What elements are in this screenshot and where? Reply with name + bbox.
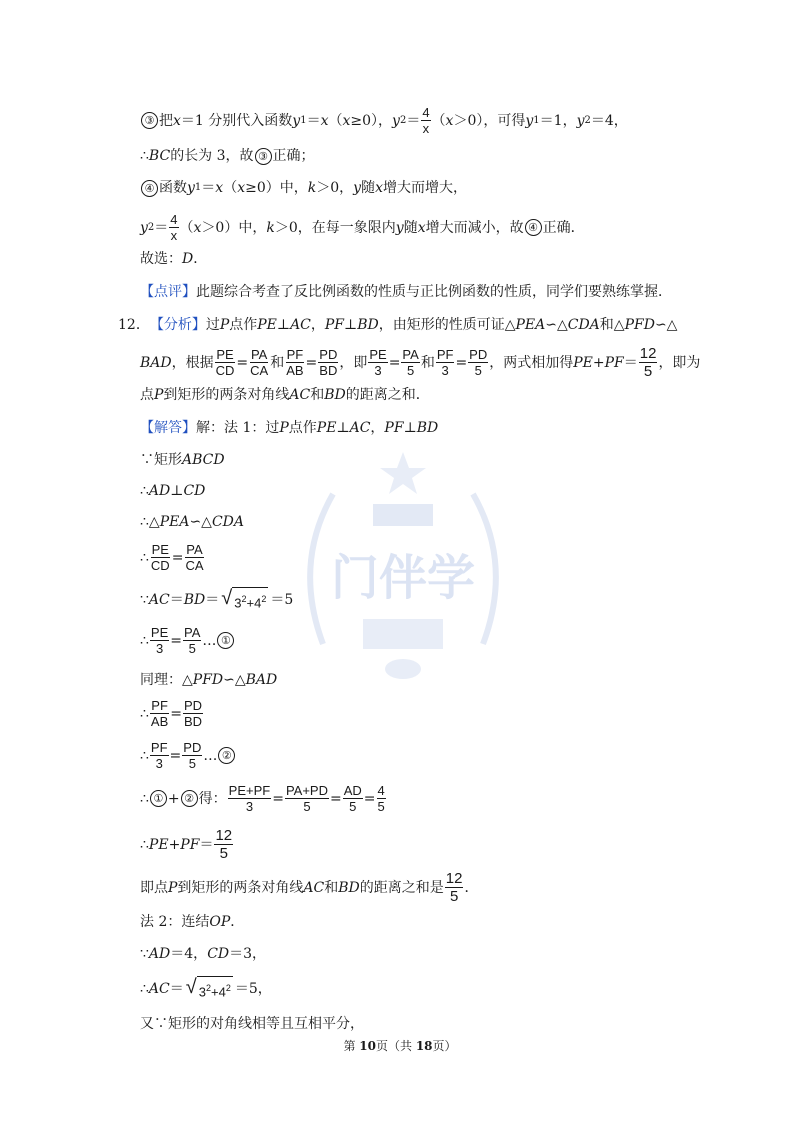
question-number: 12． (118, 317, 150, 333)
text: 到矩形的两条对角线 (177, 879, 304, 896)
watermark-emblem (283, 444, 523, 694)
text: 和 (310, 387, 325, 403)
var-x: x (237, 180, 246, 196)
text: ＝ (199, 836, 214, 853)
circled-1: ① (150, 790, 167, 807)
var: BD (357, 317, 379, 333)
fraction: $\frac{PA}{5}$ (402, 347, 419, 378)
var: BAD (140, 354, 172, 371)
text: ＞0）中， (201, 219, 267, 236)
line-15 (140, 587, 293, 612)
subscript: 1 (194, 182, 202, 193)
fraction: $\frac{PA+PD}{5}$ (285, 783, 328, 814)
var-y: y (353, 180, 362, 196)
fraction: $\frac{PA}{5}$ (184, 625, 201, 656)
equals: = (329, 790, 342, 807)
var: CD (183, 483, 206, 499)
var-y: y (292, 112, 301, 129)
fraction: $\frac{4}{x}$ (422, 105, 430, 136)
fraction: $\frac{4}{5}$ (377, 783, 385, 814)
text: … (203, 747, 218, 764)
subscript: 1 (533, 114, 540, 126)
var: BD (416, 420, 439, 436)
text: 点作 (288, 420, 317, 436)
var-x: x (320, 112, 329, 129)
var: PE (573, 354, 593, 371)
text: 随 (403, 219, 418, 236)
text: ． (230, 914, 245, 930)
text: （ (223, 180, 238, 196)
fraction: $\frac{12}{5}$ (445, 870, 463, 905)
fraction: $\frac{PA}{CA}$ (185, 542, 204, 573)
equals: = (171, 549, 184, 566)
subscript: 2 (147, 221, 155, 233)
var-y: y (140, 219, 148, 236)
text: 解：法 1：过 (196, 420, 280, 436)
fraction: $\frac{12}{5}$ (639, 345, 657, 380)
var: P (168, 879, 178, 896)
var: PFD (192, 672, 224, 688)
text: ＝5， (234, 980, 272, 997)
line-3 (140, 179, 467, 197)
var: PFD (624, 317, 655, 333)
text: ∵ (140, 946, 149, 962)
text: ∵矩形 (140, 452, 182, 468)
var: PEA (159, 514, 190, 530)
fraction: $\frac{PE+PF}{3}$ (228, 783, 271, 814)
text: 把 (159, 112, 173, 129)
line-22 (140, 870, 478, 905)
text: ， (310, 317, 325, 333)
var: P (279, 420, 289, 436)
line-5 (140, 250, 207, 268)
text: ，由矩形的性质可证△ (378, 317, 516, 333)
line-13 (140, 513, 244, 531)
fraction: $\frac{PE}{3}$ (150, 625, 169, 656)
comment-tag: 【点评】 (140, 284, 196, 300)
text: ∽△ (223, 672, 246, 688)
circled-1: ① (217, 632, 234, 649)
var-x: x (375, 180, 383, 196)
var: P (154, 387, 164, 403)
var-x: x (215, 180, 224, 196)
text: ∴ (140, 980, 149, 997)
answer: D (182, 251, 194, 267)
text: ≥0）中， (245, 180, 308, 196)
text: （ (328, 112, 343, 129)
text: ，两式相加得 (489, 354, 574, 371)
var: AC (290, 317, 311, 333)
text: 的距离之和是 (359, 879, 444, 896)
var: CD (207, 946, 230, 962)
text: ⊥ (344, 317, 358, 333)
text: ＞0，在每一象限内 (274, 219, 396, 236)
var: AC (148, 591, 170, 608)
var-y: y (395, 219, 404, 236)
var: PF (324, 317, 345, 333)
text: ＝1， (539, 112, 577, 129)
equals: = (170, 705, 182, 722)
line-4 (140, 212, 585, 243)
line-20 (140, 783, 387, 814)
text: （ (431, 112, 446, 129)
var: BC (148, 148, 171, 164)
text: ⊥ (276, 317, 291, 333)
var-k: k (266, 219, 275, 236)
text: ∴ (140, 705, 149, 722)
line-18 (140, 698, 204, 729)
var-x: x (417, 219, 426, 236)
text: ＝ (306, 112, 321, 129)
text: + (168, 836, 181, 853)
text: + (592, 354, 605, 371)
text: 增大而减小，故 (425, 219, 524, 236)
var-x: x (445, 112, 454, 129)
text: ∴ (140, 483, 149, 499)
line-19 (140, 740, 236, 771)
text: 页（共 (375, 1039, 416, 1053)
var: AC (289, 387, 311, 403)
var: BAD (245, 672, 278, 688)
text: ，即为 (658, 354, 701, 371)
text: 正确； (272, 148, 315, 164)
fraction: $\frac{PD}{5}$ (183, 740, 202, 771)
var: BD (183, 591, 206, 608)
text: ，即 (339, 354, 368, 371)
fraction: $\frac{PA}{CA}$ (250, 347, 269, 378)
var-y: y (187, 180, 195, 196)
circled-4: ④ (141, 180, 158, 197)
text: ＝5 (270, 591, 294, 608)
fraction: $\frac{AD}{5}$ (343, 783, 362, 814)
text: 故选： (140, 251, 182, 267)
var: PEA (515, 317, 546, 333)
text: ＝1 分别代入函数 (180, 112, 293, 129)
circled-3: ③ (255, 148, 272, 165)
text: ∴ (140, 836, 149, 853)
page-number: 10 (359, 1039, 376, 1053)
text: ∴ (140, 790, 149, 807)
var: OP (209, 914, 231, 930)
fraction: $\frac{PF}{3}$ (150, 740, 168, 771)
text: ⊥ (336, 420, 350, 436)
equals: = (388, 354, 401, 371)
text: ． (464, 879, 479, 896)
line-26 (140, 1015, 364, 1033)
text: ． (193, 251, 208, 267)
var: CDA (567, 317, 600, 333)
fraction: $\frac{PE}{CD}$ (215, 347, 235, 378)
line-10 (140, 419, 438, 437)
text: 得： (198, 790, 227, 807)
equals: = (170, 632, 182, 649)
var: AD (148, 946, 171, 962)
text: ＝ (623, 354, 638, 371)
line-16 (140, 625, 235, 656)
text: 的距离之和． (345, 387, 430, 403)
var-y: y (392, 112, 400, 129)
text: 和△ (599, 317, 625, 333)
equals: = (363, 790, 376, 807)
var: CDA (211, 514, 244, 530)
text: ∽△ (654, 317, 678, 333)
equals: = (236, 354, 249, 371)
var: AC (148, 980, 170, 997)
circled-4: ④ (525, 219, 542, 236)
var: PF (604, 354, 624, 371)
line-14 (140, 542, 206, 573)
var: AC (349, 420, 371, 436)
text: 函数 (159, 180, 187, 196)
text: + (167, 790, 180, 807)
text: 页） (432, 1039, 457, 1053)
line-12 (140, 482, 205, 500)
fraction: $\frac{PD}{BD}$ (184, 698, 203, 729)
var: AC (303, 879, 325, 896)
text: 第 (343, 1039, 360, 1053)
text: ， (370, 420, 385, 436)
text: ⊥ (403, 420, 417, 436)
text: 法 2：连结 (140, 914, 210, 930)
text: ∴ (140, 148, 149, 164)
text: … (202, 632, 217, 649)
text: ＝ (154, 219, 169, 236)
var: AD (148, 483, 171, 499)
text: 点 (140, 387, 154, 403)
fraction: $\frac{PF}{AB}$ (150, 698, 169, 729)
fraction: $\frac{PD}{5}$ (469, 347, 488, 378)
fraction: $\frac{PF}{AB}$ (286, 347, 304, 378)
text: 此题综合考查了反比例函数的性质与正比例函数的性质，同学们要熟练掌握． (196, 284, 672, 300)
text: ＝ (406, 112, 421, 129)
var-y: y (576, 112, 585, 129)
text: ∴△ (140, 514, 160, 530)
var: BD (338, 879, 360, 896)
var: PF (384, 420, 404, 436)
text: 正确． (542, 219, 585, 236)
line-11 (140, 451, 225, 469)
page-footer (0, 1037, 800, 1054)
subscript: 1 (300, 114, 307, 126)
circled-3: ③ (141, 112, 158, 129)
var-y: y (525, 112, 534, 129)
text: 过 (205, 317, 220, 333)
var: PF (180, 836, 200, 853)
line-6 (140, 283, 672, 301)
fraction: $\frac{PF}{3}$ (436, 347, 454, 378)
line-25 (140, 976, 272, 1001)
fraction: $\frac{12}{5}$ (215, 827, 233, 862)
var: ABCD (182, 452, 225, 468)
equals: = (305, 354, 318, 371)
fraction: $\frac{PE}{CD}$ (150, 542, 170, 573)
fraction: $\frac{4}{x}$ (170, 212, 178, 243)
text: ∽△ (545, 317, 568, 333)
var: BD (324, 387, 346, 403)
text: ∵ (140, 591, 149, 608)
analysis-tag: 【分析】 (149, 317, 206, 333)
line-21 (140, 827, 234, 862)
text: ＝4， (170, 946, 208, 962)
circled-2: ② (181, 790, 198, 807)
var-k: k (307, 180, 317, 196)
page-count: 18 (415, 1039, 433, 1053)
var-x: x (193, 219, 202, 236)
var: PE (148, 836, 169, 853)
text: 和 (324, 879, 339, 896)
text: ＝3， (229, 946, 267, 962)
text: 和 (420, 354, 435, 371)
square-root: √ $3^2+4^2$ (221, 587, 267, 611)
text: ≥0）， (350, 112, 393, 129)
line-2 (140, 147, 315, 165)
line-17 (140, 671, 277, 689)
subscript: 2 (399, 114, 407, 126)
watermark-text: 门伴学 (330, 550, 476, 606)
text: 同理：△ (140, 672, 193, 688)
circled-2: ② (218, 747, 235, 764)
text: 到矩形的两条对角线 (163, 387, 290, 403)
square-root: √ $3^2+4^2$ (185, 976, 231, 1000)
text: 增大而增大， (382, 180, 467, 196)
solution-tag: 【解答】 (140, 420, 196, 436)
text: 随 (361, 180, 376, 196)
line-23 (140, 913, 244, 931)
var-x: x (173, 112, 181, 129)
text: ∴ (140, 632, 149, 649)
var-x: x (342, 112, 351, 129)
text: 又∵矩形的对角线相等且互相平分， (140, 1016, 364, 1032)
text: ＝4， (590, 112, 628, 129)
text: ∴ (140, 549, 149, 566)
equals: = (455, 354, 468, 371)
text: （ (179, 219, 194, 236)
line-1 (140, 105, 628, 136)
var: PE (316, 420, 337, 436)
text: ＞0），可得 (453, 112, 526, 129)
text: 点作 (229, 317, 258, 333)
text: ＝ (201, 180, 216, 196)
text: ∴ (140, 747, 149, 764)
text: 和 (270, 354, 285, 371)
text: ＞0， (316, 180, 354, 196)
text: ＝ (169, 980, 184, 997)
text: 的长为 3，故 (170, 148, 254, 164)
text: ∽△ (189, 514, 212, 530)
line-24 (140, 945, 266, 963)
equals: = (272, 790, 284, 807)
text: ⊥ (170, 483, 184, 499)
line-9 (140, 386, 430, 404)
fraction: $\frac{PE}{3}$ (369, 347, 387, 378)
fraction: $\frac{PD}{BD}$ (319, 347, 338, 378)
var: P (219, 317, 230, 333)
line-7 (118, 316, 677, 334)
var: PE (257, 317, 277, 333)
line-8 (140, 345, 700, 380)
subscript: 2 (584, 114, 591, 126)
text: ，根据 (171, 354, 214, 371)
equals: = (169, 747, 182, 764)
text: ＝ (169, 591, 184, 608)
text: 即点 (140, 879, 168, 896)
text: ＝ (205, 591, 220, 608)
